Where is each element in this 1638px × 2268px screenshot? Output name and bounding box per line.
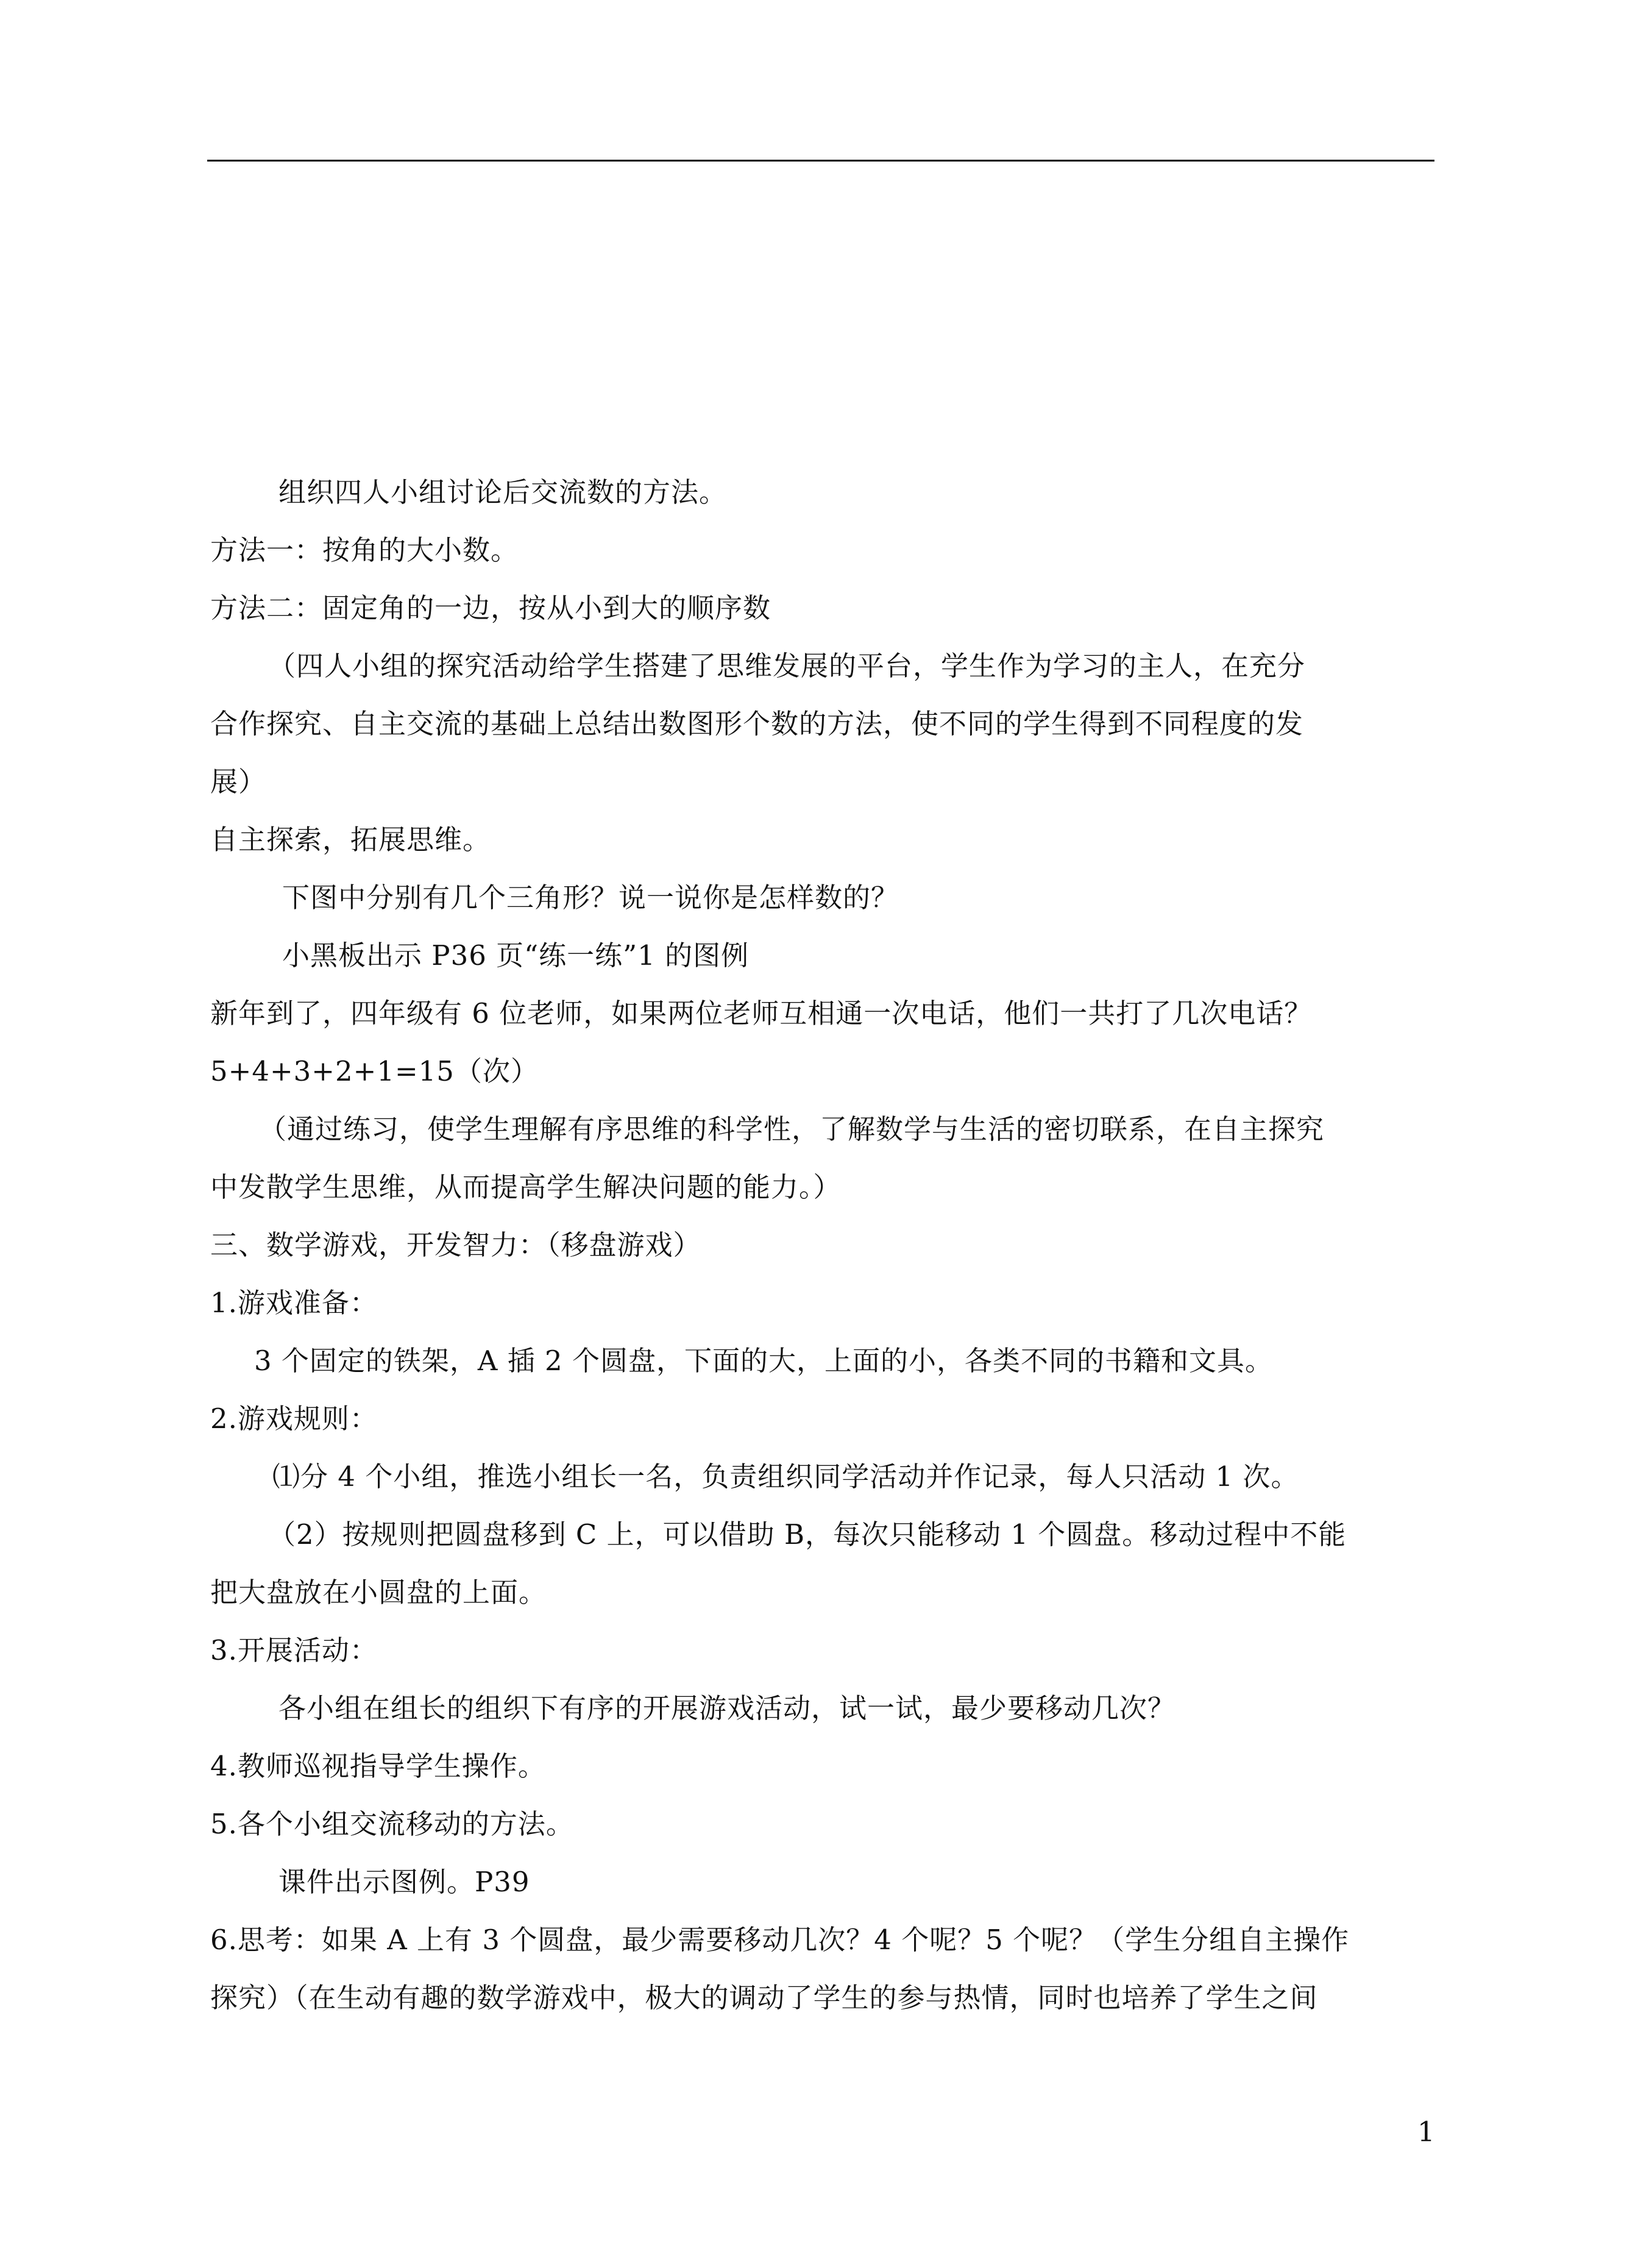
paragraph-line: 小黑板出示 P36 页“练一练”1 的图例 [282, 939, 750, 972]
paragraph-line: （四人小组的探究活动给学生搭建了思维发展的平台，学生作为学习的主人，在充分 [268, 650, 1306, 682]
paragraph-line: （2）按规则把圆盘移到 C 上，可以借助 B，每次只能移动 1 个圆盘。移动过程中不能 [268, 1518, 1347, 1551]
paragraph-line: 自主探索，拓展思维。 [210, 823, 491, 856]
paragraph-line: 方法二：固定角的一边，按从小到大的顺序数 [210, 592, 771, 624]
paragraph-line: 4.教师巡视指导学生操作。 [210, 1750, 546, 1782]
paragraph-line: 1.游戏准备： [210, 1287, 378, 1319]
paragraph-line: 方法一：按角的大小数。 [210, 534, 519, 566]
paragraph-line: 6.思考：如果 A 上有 3 个圆盘，最少需要移动几次？4 个呢？5 个呢？（学生分组自主操作 [210, 1924, 1350, 1956]
paragraph-line: 5+4+3+2+1=15（次） [210, 1055, 539, 1087]
paragraph-line: 展） [210, 766, 267, 798]
document-body [210, 463, 1435, 2027]
page-number: 1 [1417, 2116, 1435, 2148]
paragraph-line: ⑴分 4 个小组，推选小组长一名，负责组织同学活动并作记录，每人只活动 1 次。 [272, 1460, 1299, 1493]
paragraph-line: 探究）（在生动有趣的数学游戏中，极大的调动了学生的参与热情，同时也培养了学生之间 [210, 1982, 1318, 2014]
paragraph-line: 2.游戏规则： [210, 1402, 378, 1435]
header-rule [207, 160, 1434, 162]
paragraph-line: 各小组在组长的组织下有序的开展游戏活动，试一试，最少要移动几次？ [278, 1692, 1176, 1724]
paragraph-line: 新年到了，四年级有 6 位老师，如果两位老师互相通一次电话，他们一共打了几次电话？ [210, 997, 1313, 1029]
paragraph-line: 合作探究、自主交流的基础上总结出数图形个数的方法，使不同的学生得到不同程度的发 [210, 708, 1304, 740]
paragraph-line: 中发散学生思维，从而提高学生解决问题的能力。） [210, 1171, 842, 1203]
paragraph-line: 5.各个小组交流移动的方法。 [210, 1808, 574, 1840]
paragraph-line: 课件出示图例。P39 [278, 1866, 530, 1898]
paragraph-line: （通过练习，使学生理解有序思维的科学性，了解数学与生活的密切联系，在自主探究 [259, 1113, 1325, 1145]
paragraph-line: 组织四人小组讨论后交流数的方法。 [278, 476, 728, 508]
paragraph-line: 把大盘放在小圆盘的上面。 [210, 1576, 547, 1609]
section-heading: 三、数学游戏，开发智力：（移盘游戏） [210, 1229, 701, 1261]
paragraph-line: 下图中分别有几个三角形？说一说你是怎样数的？ [282, 881, 899, 914]
paragraph-line: 3.开展活动： [210, 1634, 378, 1666]
paragraph-line: 3 个固定的铁架，A 插 2 个圆盘，下面的大，上面的小，各类不同的书籍和文具。 [254, 1345, 1273, 1377]
